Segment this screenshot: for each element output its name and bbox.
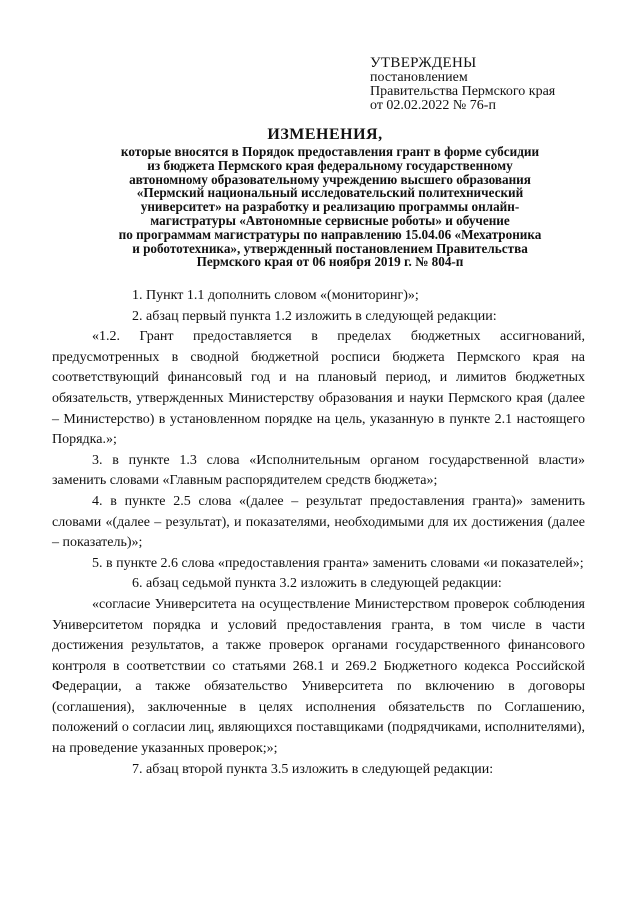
document-body <box>52 286 585 780</box>
subtitle-line: «Пермский национальный исследовательский политехнический <box>136 185 524 201</box>
approval-line-government: Правительства Пермского края <box>370 84 556 99</box>
subtitle-line: магистратуры «Автономные сервисные роботы» и обучение <box>150 212 510 228</box>
subtitle-line: по программам магистратуры по направлению 15.04.06 «Мехатроника <box>118 226 542 242</box>
paragraph-quote-1-2: «1.2. Грант предоставляется в пределах бюджетных ассигнований, предусмотренных в сводной бюджетной росписи бюджета Пермского края на соответствующий финансовый год и на плановый период, и лимитов бюджетных обязательств, утвержденных Министерству образования и науки Пермского края (далее – Министерство) в установленном порядке на цель, указанную в пункте 2.1 настоящего Порядка.»; <box>52 329 585 448</box>
subtitle-line: университет» на разработку и реализацию программы онлайн- <box>140 199 520 215</box>
approval-line-date: от 02.02.2022 № 76-п <box>370 98 496 113</box>
document-title: ИЗМЕНЕНИЯ, <box>267 126 383 143</box>
paragraph-item-1: 1. Пункт 1.1 дополнить словом «(мониторинг)»; <box>132 288 419 303</box>
paragraph-item-2: 2. абзац первый пункта 1.2 изложить в следующей редакции: <box>132 308 497 324</box>
paragraph-item-5: 5. в пункте 2.6 слова «предоставления гранта» заменить словами «и показателей»; <box>92 555 584 571</box>
subtitle-line: из бюджета Пермского края федеральному государственному <box>147 157 513 173</box>
approval-line-resolution: постановлением <box>370 70 468 85</box>
approval-block <box>370 56 620 113</box>
approval-heading: УТВЕРЖДЕНЫ <box>370 55 477 71</box>
subtitle-line: и робототехника», утвержденный постановлением Правительства <box>132 240 528 256</box>
paragraph-item-4: 4. в пункте 2.5 слова «(далее – результат предоставления гранта)» заменить словами «(далее – результат), и показателями, необходимыми для их достижения (далее – показатель)»; <box>52 493 585 551</box>
document-subtitle <box>70 145 590 269</box>
paragraph-quote-3-2: «согласие Университета на осуществление Министерством проверок соблюдения Университетом порядка и условий предоставления гранта, в том числе в части достижения результатов, а также проверок органами государственного финансового контроля в соответствии со статьями 268.1 и 269.2 Бюджетного кодекса Российской Федерации, а также обязательство Университета по включению в договоры (соглашения), заключенные в целях исполнения обязательств по Соглашению, положений о согласии лиц, являющихся поставщиками (подрядчиками, исполнителями), на проведение указанных проверок;»; <box>52 596 585 757</box>
subtitle-line: автономному образовательному учреждению высшего образования <box>129 171 531 187</box>
paragraph-item-6: 6. абзац седьмой пункта 3.2 изложить в следующей редакции: <box>132 576 502 592</box>
paragraph-item-7: 7. абзац второй пункта 3.5 изложить в следующей редакции: <box>132 761 494 777</box>
subtitle-line: Пермского края от 06 ноября 2019 г. № 804-п <box>196 254 464 270</box>
subtitle-line: которые вносятся в Порядок предоставления грант в форме субсидии <box>120 144 540 159</box>
paragraph-item-3: 3. в пункте 1.3 слова «Исполнительным органом государственной власти» заменить словами «Главным распорядителем средств бюджета»; <box>52 452 585 489</box>
